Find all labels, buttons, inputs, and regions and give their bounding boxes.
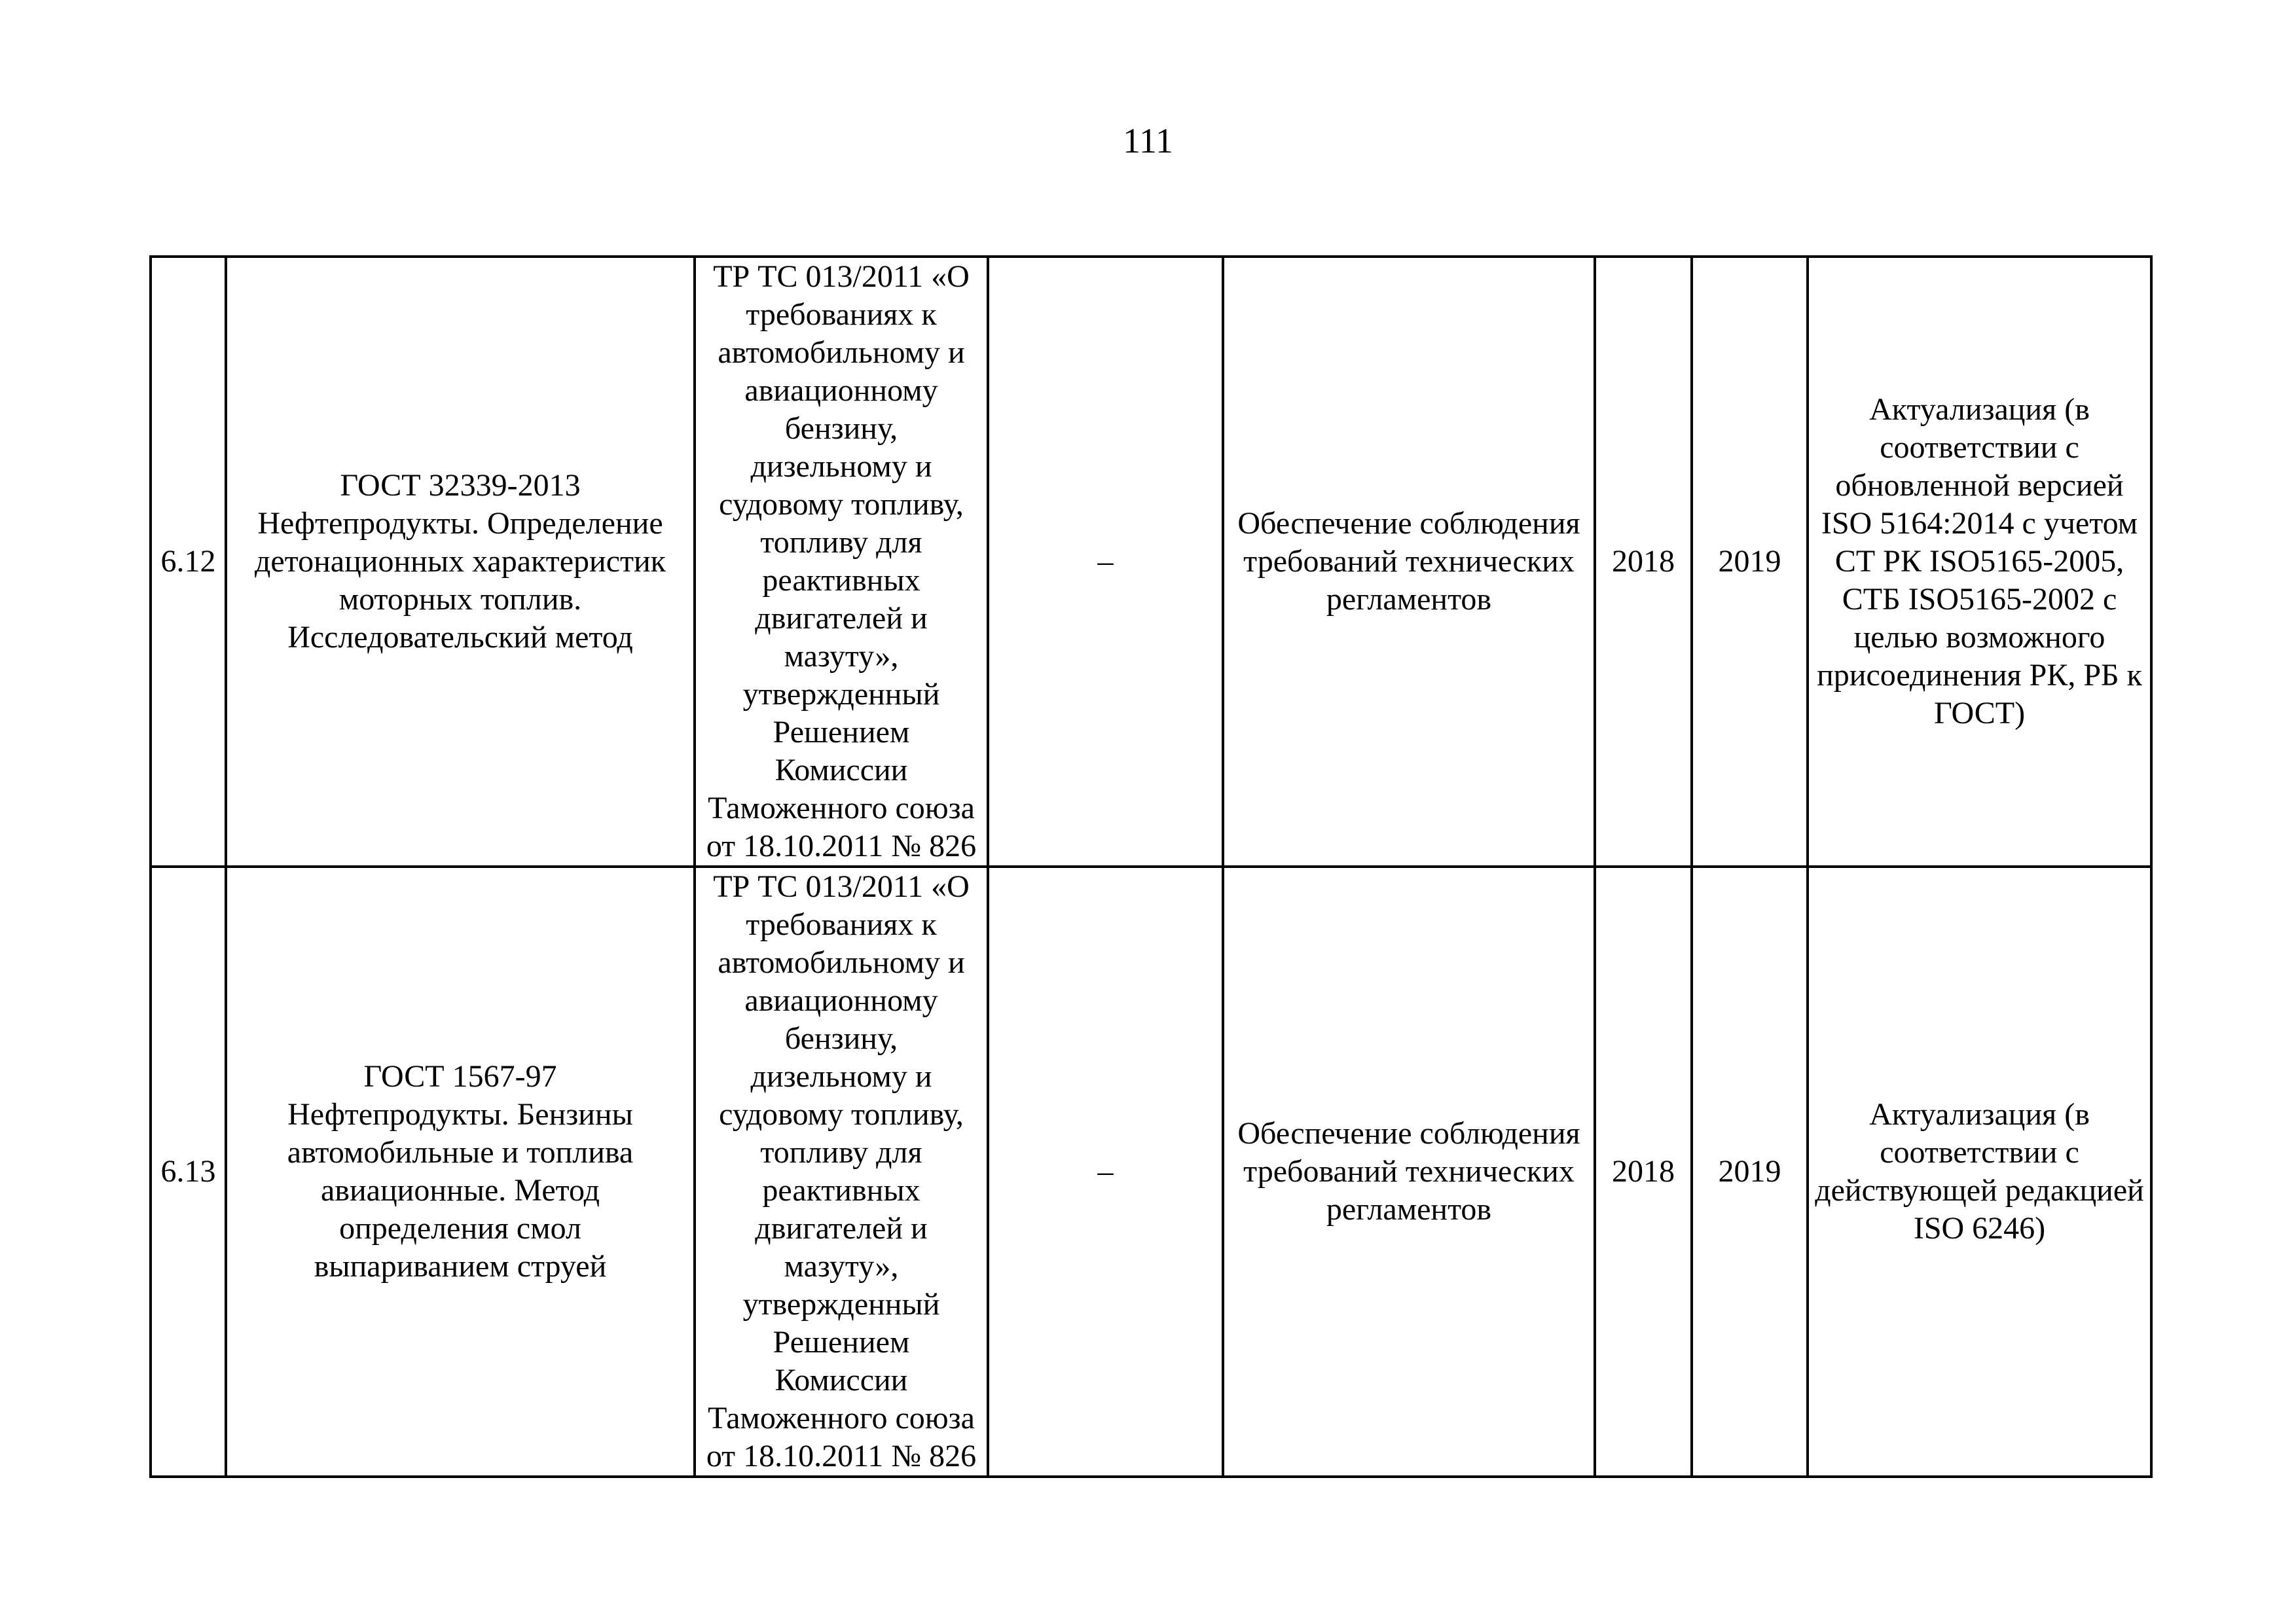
table-row [151, 867, 2151, 1477]
purpose-cell: Обеспечение соблюдения требований технических регламентов [1223, 257, 1595, 867]
note-cell: Актуализация (в соответствии с обновленной версией ISO 5164:2014 с учетом СТ РК ISO5165-2005, СТБ ISO5165-2002 с целью возможного присоединения РК, РБ к ГОСТ) [1808, 257, 2151, 867]
regulation-cell: ТР ТС 013/2011 «О требованиях к автомобильному и авиационному бензину, дизельному и судовому топливу, топливу для реактивных двигателей и мазуту», утвержденный Решением Комиссии Таможенного союза от 18.10.2011 № 826 [695, 867, 988, 1477]
year-end-cell: 2019 [1692, 867, 1808, 1477]
standards-table [149, 255, 2153, 1478]
purpose-cell: Обеспечение соблюдения требований технических регламентов [1223, 867, 1595, 1477]
table-row [151, 257, 2151, 867]
standard-cell: ГОСТ 32339-2013 Нефтепродукты. Определение детонационных характеристик моторных топлив. Исследовательский метод [226, 257, 695, 867]
dash-cell: – [988, 257, 1223, 867]
regulation-cell: ТР ТС 013/2011 «О требованиях к автомобильному и авиационному бензину, дизельному и судовому топливу, топливу для реактивных двигателей и мазуту», утвержденный Решением Комиссии Таможенного союза от 18.10.2011 № 826 [695, 257, 988, 867]
dash-cell: – [988, 867, 1223, 1477]
year-start-cell: 2018 [1595, 867, 1692, 1477]
row-number: 6.12 [151, 257, 226, 867]
standard-cell: ГОСТ 1567-97 Нефтепродукты. Бензины автомобильные и топлива авиационные. Метод определения смол выпариванием струей [226, 867, 695, 1477]
year-end-cell: 2019 [1692, 257, 1808, 867]
note-cell: Актуализация (в соответствии с действующей редакцией ISO 6246) [1808, 867, 2151, 1477]
page-number: 111 [1123, 121, 1173, 160]
year-start-cell: 2018 [1595, 257, 1692, 867]
row-number: 6.13 [151, 867, 226, 1477]
